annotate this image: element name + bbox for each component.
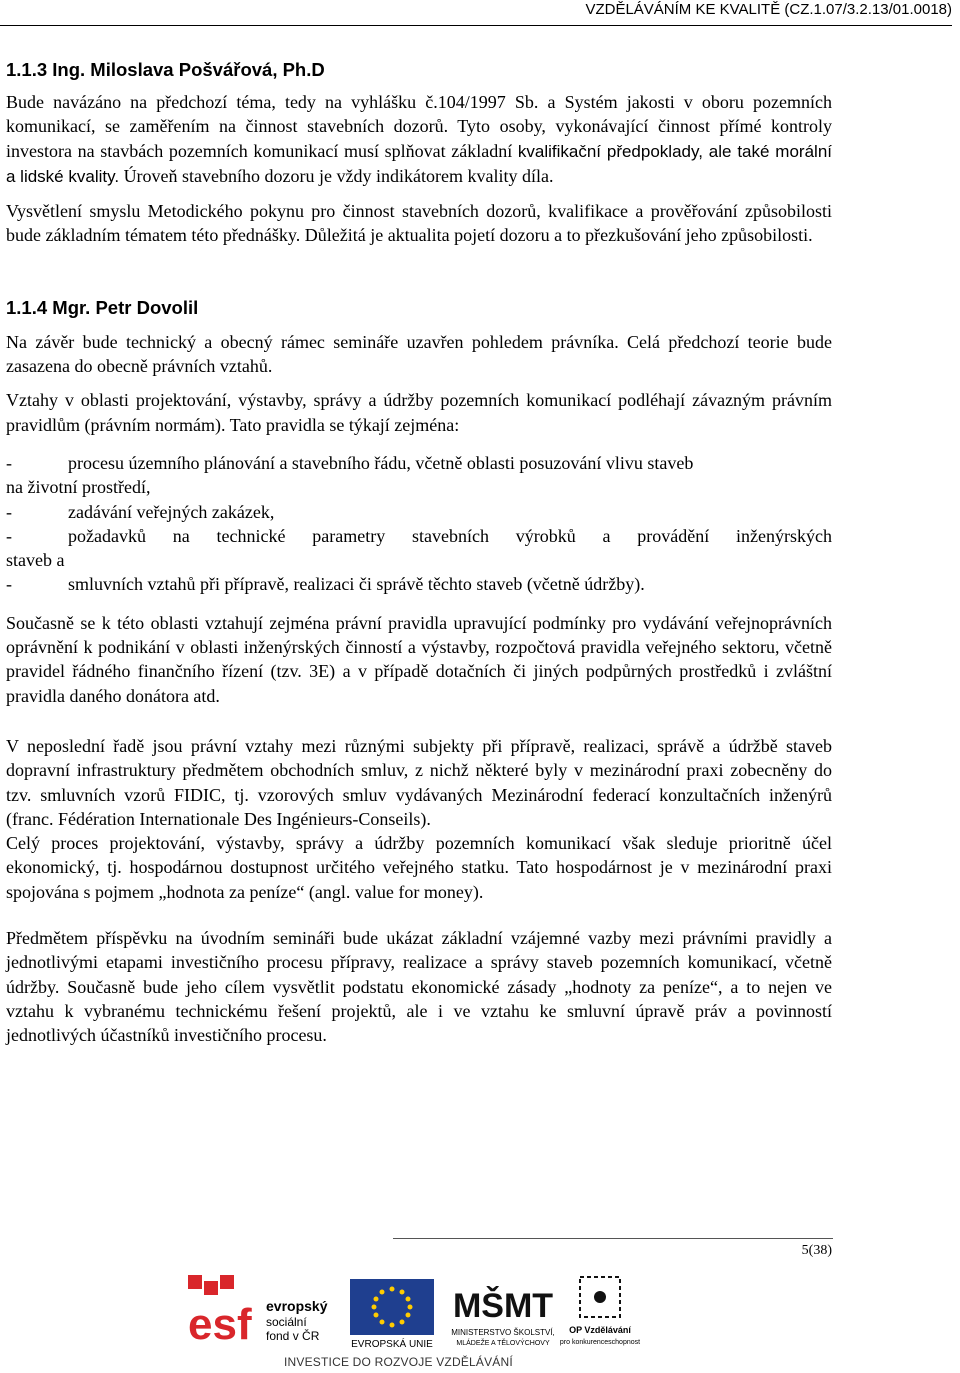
bullet-list [6,451,832,597]
section-heading-113: 1.1.3 Ing. Miloslava Pošvářová, Ph.D [6,59,325,80]
msmt-line-2: MLÁDEŽE A TĚLOVÝCHOVY [456,1340,550,1347]
svg-text:esf: esf [188,1300,252,1347]
esf-line-1: evropský [266,1298,328,1314]
list-item: - procesu územního plánování a stavebního řádu, včetně oblasti posuzování vlivu staveb [6,452,694,473]
text-run: Úroveň stavebního dozoru je vždy indikátorem kvality díla. [119,165,554,186]
msmt-logo [448,1275,558,1350]
document-body [6,58,832,1048]
running-header: VZDĚLÁVÁNÍM KE KVALITĚ (CZ.1.07/3.2.13/01.0018) [585,1,952,18]
footer-rule [393,1238,833,1239]
text-run: Bude navázáno na předchozí téma, tedy na vyhlášku č.104/1997 Sb. a Systém jakosti v oboru pozemních komunikací, se zaměřením na činnost stavebních dozorů. Tyto osoby, vykonávající činnost přímé kontroly investora na stavbách pozemních komunikací musí splňovat základní [6,92,832,161]
paragraph: Na závěr bude technický a obecný rámec semináře uzavřen pohledem právníka. Celá předchozí teorie bude zasazena do obecně právních vztahů. [6,331,832,377]
eu-label: EVROPSKÁ UNIE [351,1339,433,1350]
list-item: - smluvních vztahů při přípravě, realizaci či správě těchto staveb (včetně údržby). [6,574,645,595]
paragraph [6,90,832,189]
list-item-continuation: staveb a [6,550,65,571]
page-number: 5(38) [801,1243,832,1258]
paragraph: Vztahy v oblasti projektování, výstavby, správy a údržby pozemních komunikací podléhají závazným právním pravidlům (právním normám). Tato pravidla se týkají zejména: [6,390,832,435]
msmt-line-1: MINISTERSTVO ŠKOLSTVÍ, [451,1328,555,1337]
header-rule [0,25,952,26]
list-item: - požadavků na technické parametry stavebních výrobků a provádění inženýrských [6,525,832,546]
esf-line-2: sociální [266,1315,307,1329]
paragraph: Současně se k této oblasti vztahují zejména právní pravidla upravující podmínky pro vydávání veřejnoprávních oprávnění k podnikání v oblasti inženýrských činností a výstavby, rozpočtová pravidla veřejného sektoru, včetně pravidel řádného finančního řízení (tzv. 3E) a v případě dotačních či jiných podpůrných prostředků i zvláštní pravidla daného donátora atd. [6,612,832,706]
eu-flag-logo [348,1275,436,1350]
op-line-2: pro konkurenceschopnost [559,1339,641,1346]
logo-strip [188,1275,888,1367]
op-line-1: OP Vzdělávání [569,1325,631,1335]
section-heading-114: 1.1.4 Mgr. Petr Dovolil [6,296,199,318]
paragraph: Celý proces projektování, výstavby, správy a údržby pozemních komunikací však sleduje prioritně účel ekonomický, tj. hospodárnou dostupnost určitého veřejného statku. Tato hospodárnost je v mezinárodní praxi spojována s pojmem „hodnota za peníze“ (angl. value for money). [6,833,832,902]
esf-line-3: fond v ČR [266,1329,320,1343]
svg-text:MŠMT: MŠMT [452,1287,554,1325]
esf-logo [188,1275,338,1345]
list-item-continuation: na životní prostředí, [6,477,151,498]
op-logo [552,1275,648,1350]
paragraph: V neposlední řadě jsou právní vztahy mezi různými subjekty při přípravě, realizaci, správě a údržbě staveb dopravní infrastruktury předmětem obchodních smluv, z nichž některé byly v mezinárodní praxi zobecněny do tzv. smluvních vzorů FIDIC, tj. vzorových smluv vydávaných Mezinárodní federací konzultačních inženýrů (franc. Fédération Internationale Des Ingénieurs-Conseils). [6,735,832,829]
paragraph: Předmětem příspěvku na úvodním semináři bude ukázat základní vzájemné vazby mezi právními pravidly a jednotlivými etapami investičního procesu přípravy, realizace a správy staveb pozemních komunikací, včetně údržby. Současně bude jeho cílem vysvětlit podstatu ekonomické zásady „hodnoty za peníze“, a to nejen ve vztahu k vybranému technickému řešení projektů, ale i ve vztahu ke smluvní úpravě práv a povinností jednotlivých účastníků investičního procesu. [6,928,832,1046]
text-run-sans: kvalifikační předpoklady, ale také morální a lidské kvality. [6,141,832,186]
list-item: - zadávání veřejných zakázek, [6,501,275,522]
paragraph: Vysvětlení smyslu Metodického pokynu pro činnost stavebních dozorů, kvalifikace a prověřování způsobilosti bude základním tématem této přednášky. Důležitá je aktualita pojetí dozoru a to přezkušování jeho způsobilosti. [6,201,832,246]
invest-tagline: INVESTICE DO ROZVOJE VZDĚLÁVÁNÍ [284,1355,513,1369]
